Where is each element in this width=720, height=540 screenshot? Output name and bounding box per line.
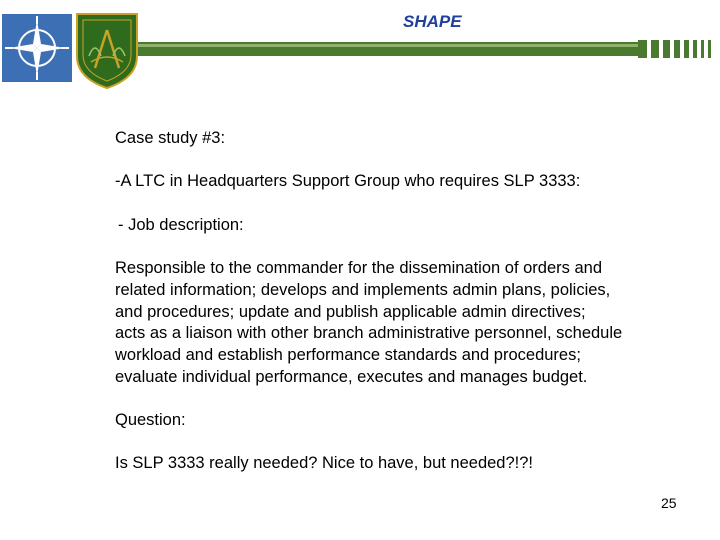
job-heading: - Job description:	[118, 215, 244, 234]
question-heading: Question:	[115, 411, 186, 430]
question-text: Is SLP 3333 really needed? Nice to have, but needed?!?!	[115, 454, 534, 473]
shape-crest-icon	[74, 10, 140, 90]
page-number: 25	[661, 495, 677, 511]
case-title: Case study #3:	[115, 129, 226, 147]
description-line: related information; develops and implements admin plans, policies,	[115, 280, 611, 299]
slide-body	[115, 128, 695, 475]
description-line: workload and establish performance standards and procedures;	[115, 345, 581, 364]
header-title: SHAPE	[403, 12, 462, 31]
description-line: acts as a liaison with other branch administrative personnel, schedule	[115, 324, 623, 343]
description-line: evaluate individual performance, executes and manages budget.	[115, 367, 588, 386]
subject-line: -A LTC in Headquarters Support Group who requires SLP 3333:	[115, 172, 581, 191]
nato-compass-icon	[2, 14, 72, 82]
description-line: and procedures; update and publish applicable admin directives;	[115, 302, 586, 321]
description-line: Responsible to the commander for the dissemination of orders and	[115, 259, 603, 278]
